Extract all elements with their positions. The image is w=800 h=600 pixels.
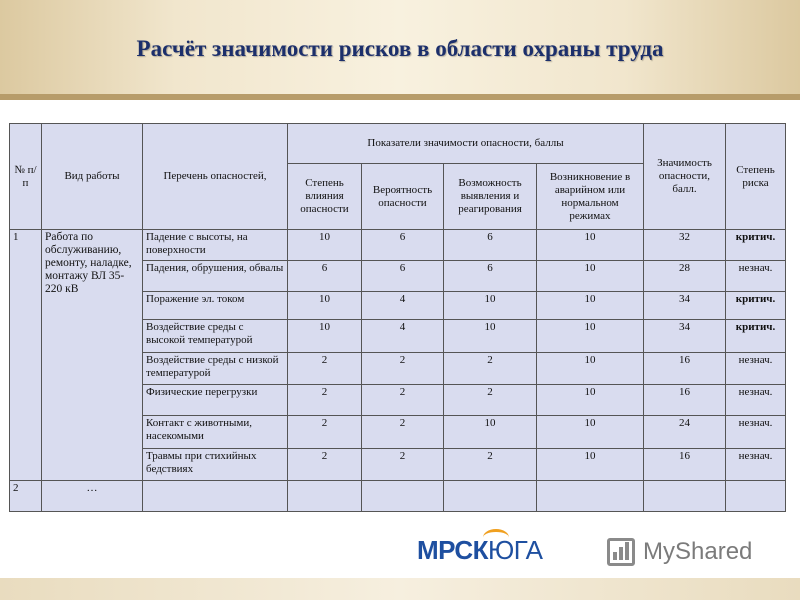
- row-hazard: Воздействие среды с низкой температурой: [143, 353, 288, 385]
- empty-cell: [726, 481, 786, 512]
- row-significance: 34: [644, 292, 726, 320]
- myshared-logo: [607, 536, 752, 568]
- empty-cell: [644, 481, 726, 512]
- row-influence: 2: [288, 416, 362, 449]
- row-detection: 10: [444, 416, 537, 449]
- row-significance: 24: [644, 416, 726, 449]
- row-detection: 2: [444, 353, 537, 385]
- header-degree: Степень риска: [726, 124, 786, 230]
- empty-cell: [537, 481, 644, 512]
- row-hazard: Поражение эл. током: [143, 292, 288, 320]
- row-degree: критич.: [726, 292, 786, 320]
- row-degree: незнач.: [726, 261, 786, 292]
- table-row: [10, 481, 786, 512]
- row-degree: незнач.: [726, 449, 786, 481]
- risk-table: [9, 123, 786, 512]
- row-hazard: Физические перегрузки: [143, 385, 288, 416]
- row-probability: 4: [362, 320, 444, 353]
- row-significance: 16: [644, 385, 726, 416]
- chart-icon: [607, 538, 635, 566]
- header-influence: Степень влияния опасности: [288, 164, 362, 230]
- row-influence: 10: [288, 292, 362, 320]
- row-probability: 2: [362, 416, 444, 449]
- row-degree: критич.: [726, 320, 786, 353]
- empty-cell: [362, 481, 444, 512]
- header-group: Показатели значимости опасности, баллы: [288, 124, 644, 164]
- mrsk-logo-main: МРСК: [417, 535, 488, 565]
- row-hazard: Падения, обрушения, обвалы: [143, 261, 288, 292]
- row-work: …: [42, 481, 143, 512]
- row-influence: 2: [288, 353, 362, 385]
- empty-cell: [288, 481, 362, 512]
- row-hazard: Травмы при стихийных бедствиях: [143, 449, 288, 481]
- row-influence: 2: [288, 385, 362, 416]
- row-degree: незнач.: [726, 416, 786, 449]
- row-occurrence: 10: [537, 292, 644, 320]
- row-detection: 6: [444, 261, 537, 292]
- row-degree: критич.: [726, 230, 786, 261]
- row-significance: 34: [644, 320, 726, 353]
- row-occurrence: 10: [537, 449, 644, 481]
- row-significance: 16: [644, 449, 726, 481]
- row-hazard: Контакт с животными, насекомыми: [143, 416, 288, 449]
- row-influence: 10: [288, 320, 362, 353]
- row-hazard: Воздействие среды с высокой температурой: [143, 320, 288, 353]
- row-occurrence: 10: [537, 261, 644, 292]
- row-probability: 6: [362, 230, 444, 261]
- row-detection: 2: [444, 385, 537, 416]
- header-occurrence: Возникновение в аварийном или нормальном режимах: [537, 164, 644, 230]
- table-row: [10, 230, 786, 261]
- row-probability: 6: [362, 261, 444, 292]
- row-influence: 10: [288, 230, 362, 261]
- row-influence: 6: [288, 261, 362, 292]
- row-hazard: Падение с высоты, на поверхности: [143, 230, 288, 261]
- empty-cell: [444, 481, 537, 512]
- footer-band: [0, 578, 800, 600]
- header-num: № п/п: [10, 124, 42, 230]
- myshared-text: MyShared: [643, 538, 753, 565]
- row-significance: 32: [644, 230, 726, 261]
- row-occurrence: 10: [537, 416, 644, 449]
- row-detection: 10: [444, 292, 537, 320]
- row-degree: незнач.: [726, 385, 786, 416]
- header-probability: Вероятность опасности: [362, 164, 444, 230]
- row-detection: 2: [444, 449, 537, 481]
- row-work: Работа по обслуживанию, ремонту, наладке, монтажу ВЛ 35-220 кВ: [42, 230, 143, 481]
- row-degree: незнач.: [726, 353, 786, 385]
- empty-cell: [143, 481, 288, 512]
- row-num: 2: [10, 481, 42, 512]
- row-probability: 2: [362, 353, 444, 385]
- row-significance: 28: [644, 261, 726, 292]
- row-significance: 16: [644, 353, 726, 385]
- row-detection: 10: [444, 320, 537, 353]
- row-occurrence: 10: [537, 320, 644, 353]
- row-influence: 2: [288, 449, 362, 481]
- row-detection: 6: [444, 230, 537, 261]
- row-probability: 2: [362, 449, 444, 481]
- header-significance: Значимость опасности, балл.: [644, 124, 726, 230]
- mrsk-logo-sub: ЮГА: [488, 535, 543, 565]
- row-occurrence: 10: [537, 230, 644, 261]
- row-probability: 2: [362, 385, 444, 416]
- logo-arc-icon: [483, 529, 509, 546]
- row-num: 1: [10, 230, 42, 481]
- slide-title: Расчёт значимости рисков в области охраны труда: [136, 36, 664, 61]
- row-occurrence: 10: [537, 353, 644, 385]
- header-hazards: Перечень опасностей,: [143, 124, 288, 230]
- row-occurrence: 10: [537, 385, 644, 416]
- header-detection: Возможность выявления и реагирования: [444, 164, 537, 230]
- row-probability: 4: [362, 292, 444, 320]
- header-work: Вид работы: [42, 124, 143, 230]
- mrsk-logo: [417, 535, 542, 566]
